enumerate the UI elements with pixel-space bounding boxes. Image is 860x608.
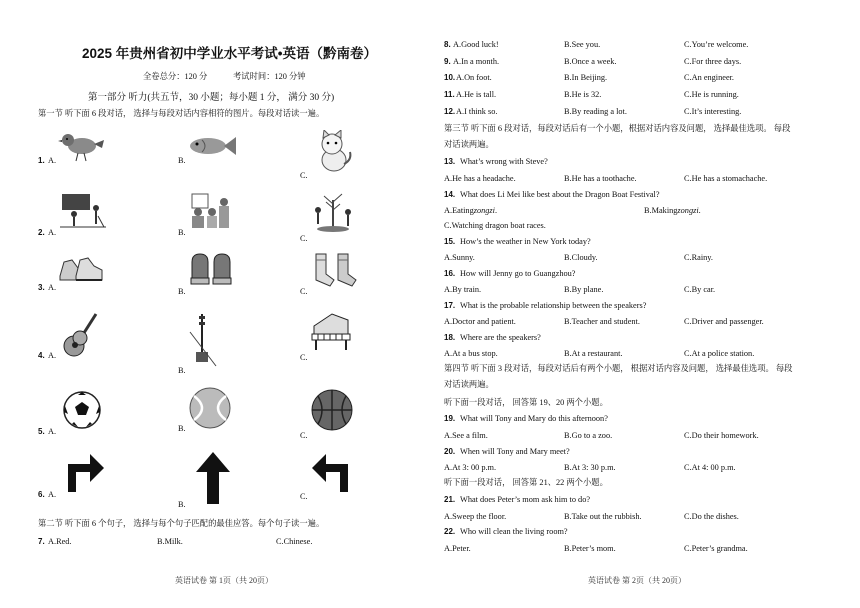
cat-icon [314,130,352,172]
question-number: 7. [38,537,45,546]
family-visit-icon [188,190,234,230]
sneakers-icon [58,254,104,284]
q17-question: What is the probable relationship between the speakers? [460,301,647,310]
q22-option-c: C.Peter’s grandma. [684,544,748,553]
erhu-icon [186,312,220,368]
part1-heading: 第一部分 听力(共五节，30 小题；每小题 1 分， 满分 30 分) [88,93,335,103]
option-b-label: B. [178,287,186,296]
option-a-label: A. [48,427,57,436]
q7-option-b: B.Milk. [157,537,183,546]
q12-option-b: B.By reading a lot. [564,107,627,116]
total-score: 全卷总分：120 分 [143,72,208,81]
q20-option-c: C.At 4: 00 p.m. [684,463,736,472]
question-number: 20. [444,447,456,456]
q13-option-a: A.He has a headache. [444,174,516,183]
q13-option-c: C.He has a stomachache. [684,174,768,183]
question-number: 13. [444,157,456,166]
section3-instruction: 第三节 听下面 6 段对话，每段对话后有一个小题，根据对话内容及问题， 选择最佳选项。 每段 [444,124,791,133]
cleaning-classroom-icon [60,190,106,228]
q13-option-b: B.He has a toothache. [564,174,637,183]
question-number: 18. [444,333,456,342]
option-a-label: A. [48,351,57,360]
question-number: 8. [444,40,451,49]
q16-option-b: B.By plane. [564,285,604,294]
question-number: 14. [444,190,456,199]
piano-icon [308,312,354,352]
q21-option-c: C.Do the dishes. [684,512,739,521]
exam-time: 考试时间：120 分钟 [233,72,306,81]
option-c-label: C. [300,492,308,501]
option-b-label: B. [178,366,186,375]
question-number: 15. [444,237,456,246]
straight-arrow-icon [196,452,230,504]
option-c-label: C. [300,431,308,440]
q13-question: What’s wrong with Steve? [460,157,548,166]
tree-planting-icon [310,190,356,232]
q22-option-a: A.Peter. [444,544,471,553]
q15-option-b: B.Cloudy. [564,253,598,262]
q14-question: What does Li Mei like best about the Dragon Boat Festival? [460,190,660,199]
q10-option-a: A.On foot. [456,73,492,82]
tennis-ball-icon [188,386,232,430]
q10-option-c: C.An engineer. [684,73,734,82]
q16-option-c: C.By car. [684,285,716,294]
section3-instruction-cont: 对话读两遍。 [444,140,494,149]
option-c-label: C. [300,234,308,243]
q15-option-c: C.Rainy. [684,253,713,262]
option-a-label: A. [48,228,57,237]
question-number: 11. [444,90,455,99]
question-number: 22. [444,527,456,536]
question-number: 12. [444,107,456,116]
question-number: 3. [38,283,45,292]
q19-question: What will Tony and Mary do this afternoon? [460,414,608,423]
q19-option-c: C.Do their homework. [684,431,759,440]
q9-option-c: C.For three days. [684,57,742,66]
fish-icon [188,134,236,158]
question-number: 1. [38,156,45,165]
section1-instruction: 第一节 听下面 6 段对话， 选择与每段对话内容相符的图片。每段对话读一遍。 [38,109,325,118]
option-b-label: B. [178,424,186,433]
q11-option-b: B.He is 32. [564,90,602,99]
q18-option-a: A.At a bus stop. [444,349,498,358]
guitar-icon [60,312,100,360]
q8-option-c: C.You’re welcome. [684,40,749,49]
q14-option-a: A.Eatingzongzi. [444,206,498,215]
q15-question: How’s the weather in New York today? [460,237,591,246]
option-b-label: B. [178,500,186,509]
section4-instruction-cont: 对话读两遍。 [444,380,494,389]
listen-note-1: 听下面一段对话， 回答第 19、20 两个小题。 [444,398,608,407]
socks-icon [312,252,358,288]
q22-option-b: B.Peter’s mom. [564,544,616,553]
question-number: 5. [38,427,45,436]
question-number: 9. [444,57,451,66]
q18-question: Where are the speakers? [460,333,541,342]
q15-option-a: A.Sunny. [444,253,475,262]
bird-icon [58,128,104,162]
option-a-label: A. [48,490,57,499]
q18-option-c: C.At a police station. [684,349,755,358]
question-number: 19. [444,414,456,423]
option-c-label: C. [300,171,308,180]
q9-option-b: B.Once a week. [564,57,617,66]
question-number: 10. [444,73,456,82]
q21-option-b: B.Take out the rubbish. [564,512,642,521]
q9-option-a: A.In a month. [453,57,500,66]
q20-option-b: B.At 3: 30 p.m. [564,463,616,472]
q16-option-a: A.By train. [444,285,482,294]
right-page [430,0,860,608]
q21-option-a: A.Sweep the floor. [444,512,507,521]
section2-instruction: 第二节 听下面 6 个句子， 选择与每个句子匹配的最佳应答。每个句子读一遍。 [38,519,325,528]
q19-option-a: A.See a film. [444,431,488,440]
q17-option-c: C.Driver and passenger. [684,317,764,326]
soccer-ball-icon [62,390,102,430]
q20-option-a: A.At 3: 00 p.m. [444,463,497,472]
q20-question: When will Tony and Mary meet? [460,447,570,456]
q14-option-c: C.Watching dragon boat races. [444,221,546,230]
q12-option-c: C.It’s interesting. [684,107,742,116]
q14-option-b: B.Makingzongzi. [644,206,701,215]
mittens-icon [188,252,234,286]
q17-option-b: B.Teacher and student. [564,317,640,326]
q22-question: Who will clean the living room? [460,527,568,536]
q21-question: What does Peter’s mom ask him to do? [460,495,591,504]
q10-option-b: B.In Beijing. [564,73,608,82]
turn-left-arrow-icon [310,450,354,494]
option-c-label: C. [300,287,308,296]
q8-option-b: B.See you. [564,40,601,49]
question-number: 16. [444,269,456,278]
listen-note-2: 听下面一段对话， 回答第 21、22 两个小题。 [444,478,608,487]
exam-title: 2025 年贵州省初中学业水平考试•英语（黔南卷） [82,46,378,61]
question-number: 17. [444,301,456,310]
page-footer: 英语试卷 第 1页（共 20页） [175,576,273,585]
option-a-label: A. [48,156,57,165]
question-number: 6. [38,490,45,499]
q18-option-b: B.At a restaurant. [564,349,623,358]
option-c-label: C. [300,353,308,362]
basketball-icon [310,388,354,432]
question-number: 4. [38,351,45,360]
section4-instruction: 第四节 听下面 3 段对话，每段对话后有两个小题， 根据对话内容及问题， 选择最佳选项。 每段 [444,364,793,373]
option-b-label: B. [178,228,186,237]
q17-option-a: A.Doctor and patient. [444,317,516,326]
option-b-label: B. [178,156,186,165]
option-a-label: A. [48,283,57,292]
page-footer: 英语试卷 第 2页（共 20页） [588,576,686,585]
q11-option-c: C.He is running. [684,90,739,99]
q7-option-a: A.Red. [48,537,72,546]
q11-option-a: A.He is tall. [456,90,497,99]
turn-right-arrow-icon [62,450,106,494]
q7-option-c: C.Chinese. [276,537,313,546]
q19-option-b: B.Go to a zoo. [564,431,613,440]
q12-option-a: A.I think so. [456,107,498,116]
q16-question: How will Jenny go to Guangzhou? [460,269,576,278]
question-number: 2. [38,228,45,237]
question-number: 21. [444,495,456,504]
q8-option-a: A.Good luck! [453,40,499,49]
